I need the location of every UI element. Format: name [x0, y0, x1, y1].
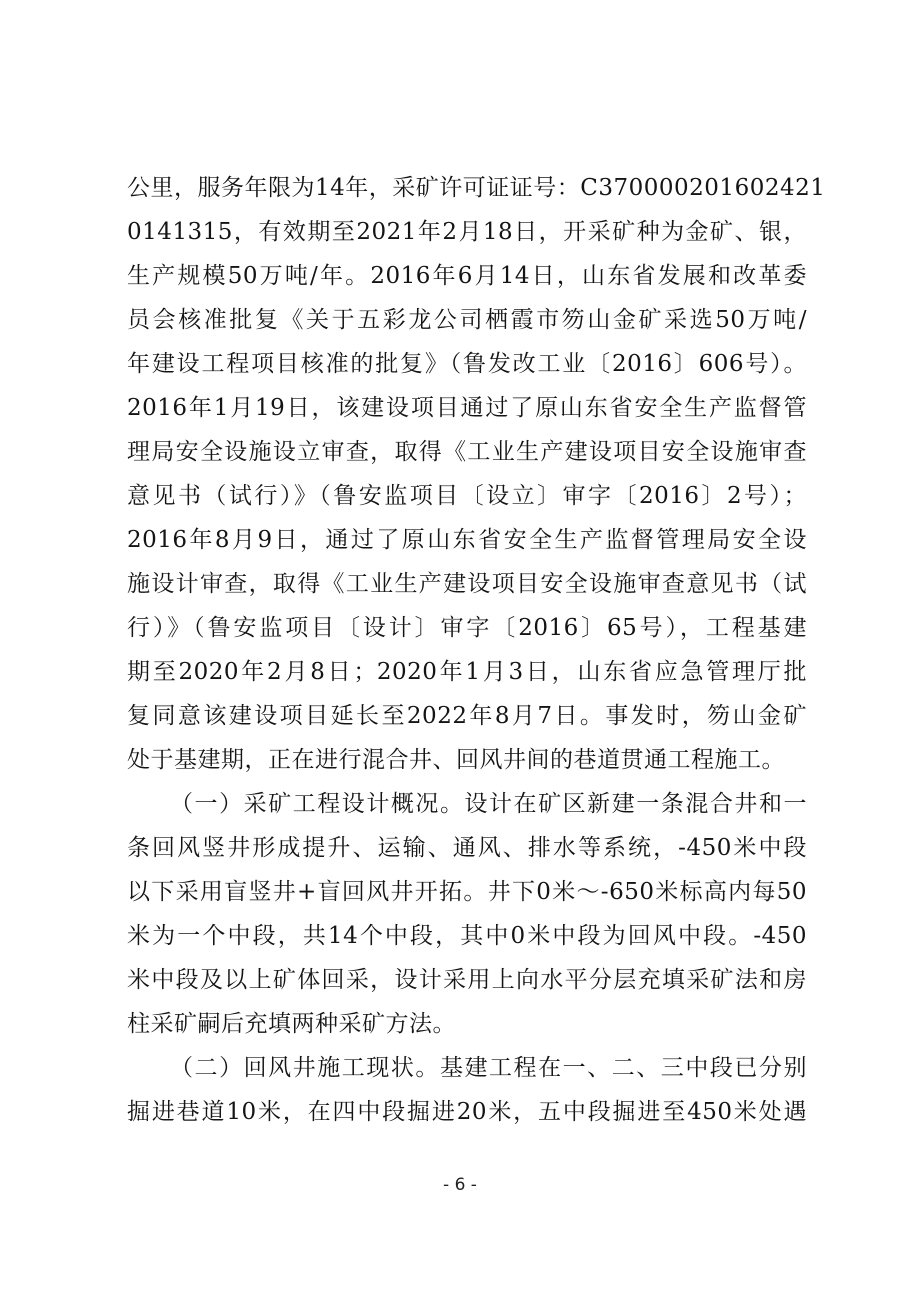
text-line-13: 复同意该建设项目延长至2022年8月7日。事发时，笏山金矿: [127, 703, 807, 729]
text-line-9: 2016年8月9日，通过了原山东省安全生产监督管理局安全设: [127, 527, 807, 553]
text-line-4: 员会核准批复《关于五彩龙公司栖霞市笏山金矿采选50万吨/: [127, 307, 807, 333]
text-line-16: 条回风竖井形成提升、运输、通风、排水等系统，-450米中段: [127, 835, 807, 861]
text-line-12: 期至2020年2月8日；2020年1月3日，山东省应急管理厅批: [127, 659, 807, 685]
text-line-3: 生产规模50万吨/年。2016年6月14日，山东省发展和改革委: [127, 263, 807, 289]
text-line-20: 柱采矿嗣后充填两种采矿方法。: [127, 1011, 456, 1037]
text-line-5: 年建设工程项目核准的批复》（鲁发改工业〔2016〕606号）。: [127, 351, 807, 377]
text-line-1: 公里，服务年限为14年，采矿许可证证号：C370000201602421: [127, 175, 826, 201]
text-line-14: 处于基建期，正在进行混合井、回风井间的巷道贯通工程施工。: [127, 747, 785, 773]
section-heading-line-2: （二）回风井施工现状。基建工程在一、二、三中段已分别: [170, 1055, 807, 1081]
text-line-18: 米为一个中段，共14个中段，其中0米中段为回风中段。-450: [127, 923, 807, 949]
text-line-2: 0141315，有效期至2021年2月18日，开采矿种为金矿、银，: [127, 219, 807, 245]
text-line-17: 以下采用盲竖井+盲回风井开拓。井下0米～-650米标高内每50: [127, 879, 807, 905]
text-line-8: 意见书（试行）》（鲁安监项目〔设立〕审字〔2016〕2号）；: [127, 483, 807, 509]
text-line-7: 理局安全设施设立审查，取得《工业生产建设项目安全设施审查: [127, 439, 807, 465]
text-line-10: 施设计审查，取得《工业生产建设项目安全设施审查意见书（试: [127, 571, 807, 597]
page-number: - 6 -: [443, 1175, 477, 1195]
text-line-19: 米中段及以上矿体回采，设计采用上向水平分层充填采矿法和房: [127, 967, 807, 993]
text-line-11: 行）》（鲁安监项目〔设计〕审字〔2016〕65号），工程基建: [127, 615, 807, 641]
section-heading-line-1: （一）采矿工程设计概况。设计在矿区新建一条混合井和一: [170, 791, 807, 817]
text-line-22: 掘进巷道10米，在四中段掘进20米，五中段掘进至450米处遇: [127, 1099, 807, 1125]
text-line-6: 2016年1月19日，该建设项目通过了原山东省安全生产监督管: [127, 395, 807, 421]
